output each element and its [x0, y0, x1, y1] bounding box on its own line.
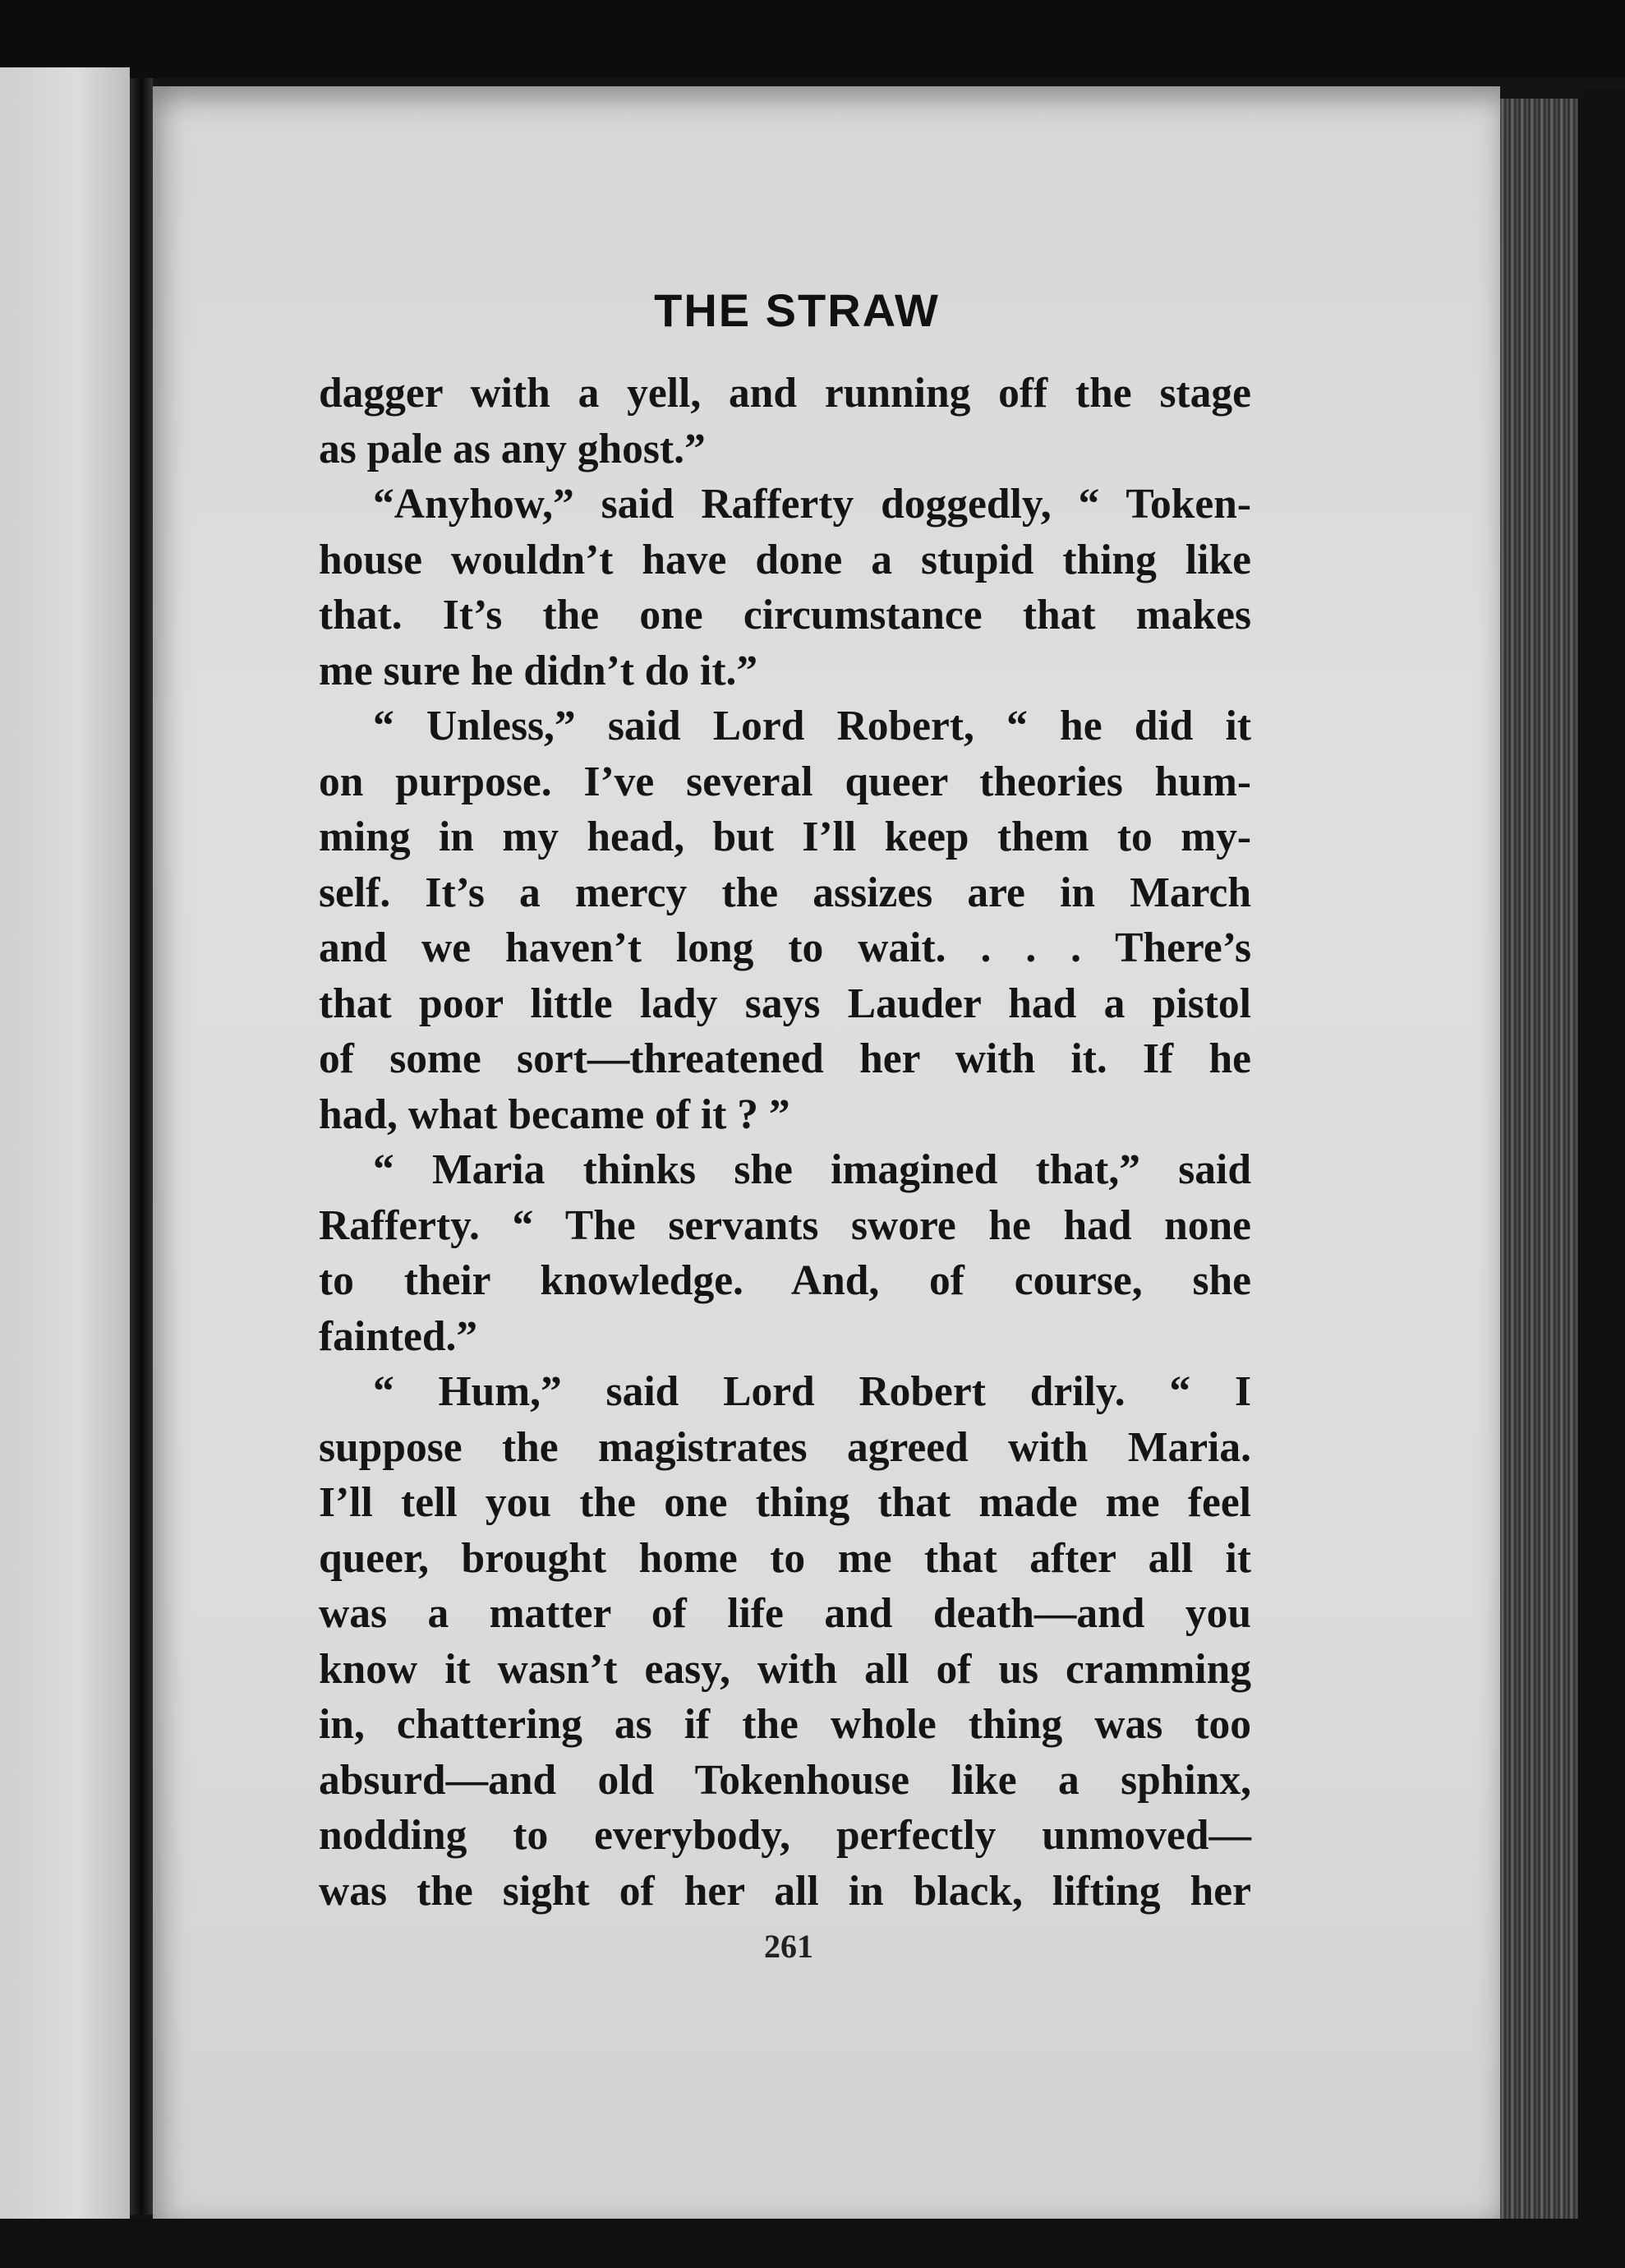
- facing-page-edge: [0, 67, 130, 2220]
- scan-right-border: [1578, 90, 1625, 2227]
- text-line: that. It’s the one circumstance that makes: [319, 592, 1251, 638]
- text-line: know it wasn’t easy, with all of us cramming: [319, 1645, 1251, 1693]
- text-line: self. It’s a mercy the assizes are in March: [319, 869, 1251, 916]
- text-line: nodding to everybody, perfectly unmoved—: [319, 1812, 1251, 1859]
- text-line: dagger with a yell, and running off the stage: [319, 370, 1251, 417]
- text-line: as pale as any ghost.”: [319, 425, 706, 472]
- text-line: “Anyhow,” said Rafferty doggedly, “ Token-: [373, 481, 1251, 528]
- text-line: was the sight of her all in black, lifting her: [319, 1867, 1251, 1915]
- scan-bottom-border: [0, 2219, 1625, 2268]
- text-line: “ Maria thinks she imagined that,” said: [373, 1146, 1251, 1193]
- text-line: Rafferty. “ The servants swore he had none: [319, 1201, 1251, 1249]
- text-line: that poor little lady says Lauder had a pistol: [319, 980, 1251, 1027]
- text-line: on purpose. I’ve several queer theories hum-: [319, 758, 1251, 805]
- text-line: fainted.”: [319, 1312, 478, 1360]
- text-line: to their knowledge. And, of course, she: [319, 1257, 1251, 1304]
- text-line: had, what became of it ? ”: [319, 1090, 790, 1138]
- page-number: 261: [764, 1928, 813, 1965]
- running-head: THE STRAW: [654, 284, 940, 336]
- text-line: was a matter of life and death—and you: [319, 1590, 1251, 1637]
- text-line: absurd—and old Tokenhouse like a sphinx,: [319, 1756, 1251, 1804]
- text-line: me sure he didn’t do it.”: [319, 647, 758, 694]
- text-line: suppose the magistrates agreed with Maria.: [319, 1423, 1251, 1471]
- text-line: “ Unless,” said Lord Robert, “ he did it: [373, 703, 1251, 749]
- text-line: in, chattering as if the whole thing was too: [319, 1701, 1251, 1748]
- scan-top-border: [0, 0, 1625, 78]
- text-line: and we haven’t long to wait. . . . There’s: [319, 924, 1251, 971]
- text-line: “ Hum,” said Lord Robert drily. “ I: [373, 1368, 1251, 1415]
- text-line: queer, brought home to me that after all it: [319, 1534, 1251, 1582]
- text-line: house wouldn’t have done a stupid thing like: [319, 536, 1251, 583]
- text-line: ming in my head, but I’ll keep them to my-: [319, 814, 1251, 860]
- text-line: I’ll tell you the one thing that made me feel: [319, 1479, 1251, 1526]
- page-stack-edges: [1500, 99, 1578, 2219]
- body-text: [319, 366, 1251, 1919]
- text-line: of some sort—threatened her with it. If he: [319, 1035, 1251, 1082]
- book-gutter: [130, 78, 153, 2215]
